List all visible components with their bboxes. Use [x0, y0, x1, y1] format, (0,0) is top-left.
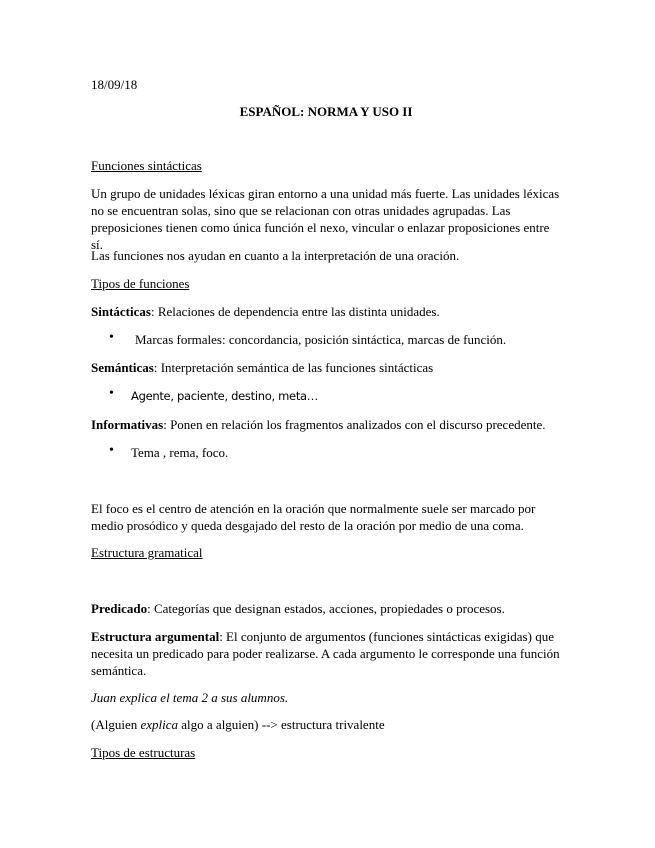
heading-estructura-gramatical: Estructura gramatical	[91, 545, 203, 560]
example-structure	[91, 716, 561, 733]
date: 18/09/18	[91, 77, 138, 92]
definition-text: : Relaciones de dependencia entre las distinta unidades.	[150, 304, 440, 319]
paragraph-line: Un grupo de unidades léxicas giran entorno a una unidad más fuerte. Las unidades léxicas	[91, 186, 560, 201]
example-sentence: Juan explica el tema 2 a sus alumnos.	[91, 690, 289, 705]
paragraph-line: necesita un predicado para poder realizarse. A cada argumento le corresponde una función	[91, 646, 560, 661]
paragraph-foco	[91, 500, 561, 534]
bullet-icon: •	[109, 330, 114, 345]
definition-sintacticas	[91, 303, 561, 320]
definition-text: : Interpretación semántica de las funciones sintácticas	[153, 360, 434, 375]
paragraph-line: El foco es el centro de atención en la oración que normalmente suele ser marcado por	[91, 501, 536, 516]
term-semanticas: Semánticas	[91, 360, 154, 375]
definition-text: : Categorías que designan estados, acciones, propiedades o procesos.	[147, 601, 505, 616]
bullet-icon: •	[109, 443, 114, 458]
bullet-item-marcas-formales: Marcas formales: concordancia, posición sintáctica, marcas de función.	[135, 332, 507, 347]
term-informativas: Informativas	[91, 417, 164, 432]
term-predicado: Predicado	[91, 601, 148, 616]
paragraph-line: preposiciones tienen como única función el nexo, vincular o enlazar proposiciones entre sí.	[91, 220, 550, 252]
heading-funciones-sintacticas: Funciones sintácticas	[91, 158, 202, 173]
paragraph-line	[91, 628, 561, 645]
example-text: (Alguien	[91, 717, 141, 732]
definition-text: : Ponen en relación los fragmentos analizados con el discurso precedente.	[163, 417, 546, 432]
page-title: ESPAÑOL: NORMA Y USO II	[239, 104, 413, 119]
paragraph-unidades-lexicas	[91, 185, 561, 253]
definition-informativas	[91, 416, 561, 433]
paragraph-line: semántica.	[91, 663, 147, 678]
paragraph-line: medio prosódico y queda desgajado del resto de la oración por medio de una coma.	[91, 518, 524, 533]
example-text: algo a alguien) --> estructura trivalente	[178, 717, 385, 732]
bullet-item-tema-rema-foco: Tema , rema, foco.	[131, 445, 229, 460]
definition-predicado	[91, 600, 561, 617]
term-estructura-argumental: Estructura argumental	[91, 629, 220, 644]
example-verb: explica	[140, 717, 179, 732]
definition-estructura-argumental	[91, 628, 561, 679]
bullet-icon: •	[109, 386, 114, 401]
heading-tipos-de-estructuras: Tipos de estructuras	[91, 745, 196, 760]
bullet-item-agente: Agente, paciente, destino, meta…	[131, 389, 318, 403]
heading-tipos-de-funciones: Tipos de funciones	[91, 276, 190, 291]
definition-text: : El conjunto de argumentos (funciones sintácticas exigidas) que	[219, 629, 554, 644]
definition-semanticas	[91, 359, 561, 376]
paragraph-funciones-interpretacion: Las funciones nos ayudan en cuanto a la interpretación de una oración.	[91, 248, 460, 263]
term-sintacticas: Sintácticas	[91, 304, 151, 319]
paragraph-line: no se encuentran solas, sino que se relacionan con otras unidades agrupadas. Las	[91, 203, 511, 218]
